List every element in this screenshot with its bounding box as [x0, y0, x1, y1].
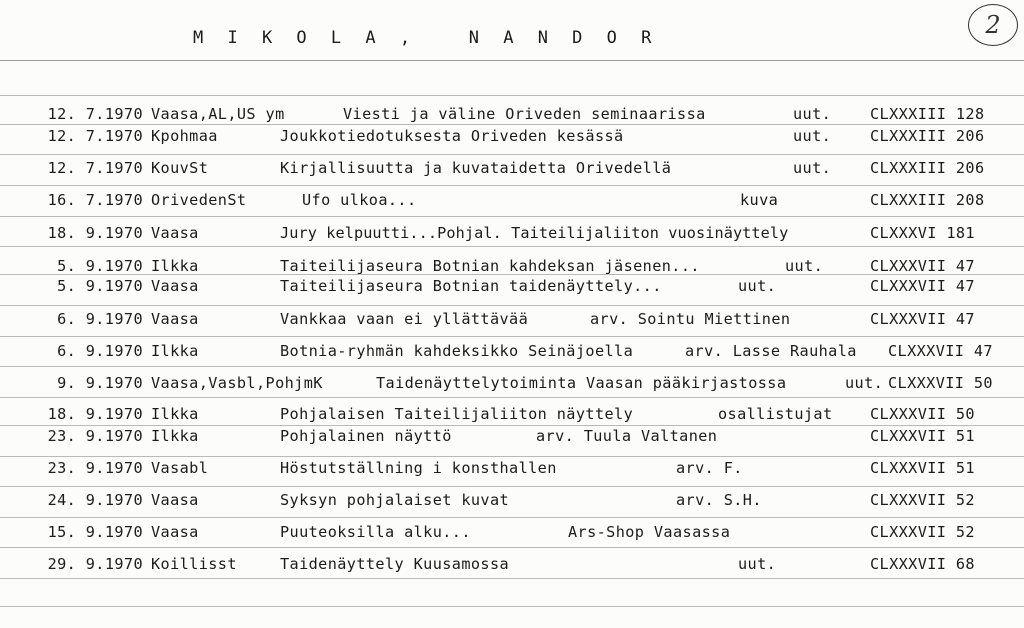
entry-ref: CLXXXVII 52	[870, 523, 975, 541]
entry-row	[0, 105, 1024, 123]
ruled-line	[0, 185, 1024, 186]
entry-ref: CLXXXVII 50	[870, 405, 975, 423]
entry-note: uut.	[785, 257, 824, 275]
entry-row	[0, 523, 1024, 541]
entry-row	[0, 257, 1024, 275]
entry-row	[0, 159, 1024, 177]
entry-source: Vaasa,Vasbl,PohjmK	[151, 374, 323, 392]
ruled-line	[0, 578, 1024, 579]
entry-note: uut.	[793, 105, 832, 123]
ruled-line	[0, 366, 1024, 367]
entry-source: OrivedenSt	[151, 191, 247, 209]
entry-row	[0, 374, 1024, 392]
entry-row	[0, 191, 1024, 209]
entry-ref: CLXXXVII 47	[870, 310, 975, 328]
ruled-line	[0, 517, 1024, 518]
entry-row	[0, 491, 1024, 509]
entry-title: Taiteilijaseura Botnian taidenäyttely...	[280, 277, 662, 295]
entry-ref: CLXXXIII 128	[870, 105, 985, 123]
entry-date: 23. 9.1970	[47, 427, 143, 445]
entry-title: Pohjalainen näyttö	[280, 427, 452, 445]
ruled-line	[0, 216, 1024, 217]
entry-note: kuva	[740, 191, 779, 209]
entry-date: 6. 9.1970	[57, 310, 143, 328]
entry-source: Vaasa	[151, 491, 199, 509]
ruled-line	[0, 547, 1024, 548]
entry-title: Puuteoksilla alku...	[280, 523, 471, 541]
entry-ref: CLXXXVII 50	[888, 374, 993, 392]
entry-note: uut.	[793, 127, 832, 145]
entry-source: Ilkka	[151, 405, 199, 423]
ruled-line	[0, 336, 1024, 337]
ruled-line	[0, 305, 1024, 306]
entry-title: Ufo ulkoa...	[302, 191, 417, 209]
entry-date: 5. 9.1970	[57, 257, 143, 275]
entry-note: uut.	[738, 555, 777, 573]
entry-title: Pohjalaisen Taiteilijaliiton näyttely	[280, 405, 634, 423]
entry-date: 12. 7.1970	[47, 159, 143, 177]
entry-title: Vankkaa vaan ei yllättävää	[280, 310, 529, 328]
entry-source: Vaasa	[151, 310, 199, 328]
card-number-badge: 2	[968, 4, 1018, 46]
entry-note: arv. S.H.	[676, 491, 762, 509]
entry-ref: CLXXXVII 47	[870, 277, 975, 295]
entry-title: Viesti ja väline Oriveden seminaarissa	[343, 105, 706, 123]
entry-ref: CLXXXIII 208	[870, 191, 985, 209]
ruled-line	[0, 95, 1024, 96]
entry-note: osallistujat	[718, 405, 833, 423]
entry-date: 23. 9.1970	[47, 459, 143, 477]
entry-date: 18. 9.1970	[47, 405, 143, 423]
ruled-line	[0, 246, 1024, 247]
entry-ref: CLXXXIII 206	[870, 127, 985, 145]
ruled-line	[0, 397, 1024, 398]
entry-title: Höstutställning i konsthallen	[280, 459, 557, 477]
entry-source: KouvSt	[151, 159, 209, 177]
entry-title: Jury kelpuutti...Pohjal. Taiteilijaliiton vuosinäyttely	[280, 224, 789, 242]
entry-title: Taidenäyttely Kuusamossa	[280, 555, 510, 573]
entry-date: 16. 7.1970	[47, 191, 143, 209]
entry-date: 29. 9.1970	[47, 555, 143, 573]
entry-ref: CLXXXIII 206	[870, 159, 985, 177]
entry-source: Vaasa	[151, 277, 199, 295]
ruled-line	[0, 154, 1024, 155]
entry-title: Botnia-ryhmän kahdeksikko Seinäjoella	[280, 342, 634, 360]
entry-row	[0, 405, 1024, 423]
entry-ref: CLXXXVI 181	[870, 224, 975, 242]
ruled-line	[0, 456, 1024, 457]
entry-ref: CLXXXVII 52	[870, 491, 975, 509]
entry-row	[0, 277, 1024, 295]
entry-note: arv. Sointu Miettinen	[590, 310, 791, 328]
entry-note: Ars-Shop Vaasassa	[568, 523, 731, 541]
entry-date: 15. 9.1970	[47, 523, 143, 541]
entry-row	[0, 459, 1024, 477]
entry-date: 6. 9.1970	[57, 342, 143, 360]
entry-note: uut.	[793, 159, 832, 177]
ruled-line	[0, 486, 1024, 487]
entry-note: arv. Tuula Valtanen	[536, 427, 718, 445]
entry-row	[0, 127, 1024, 145]
entry-ref: CLXXXVII 47	[870, 257, 975, 275]
entry-source: Kpohmaa	[151, 127, 218, 145]
entry-ref: CLXXXVII 51	[870, 459, 975, 477]
entry-date: 12. 7.1970	[47, 127, 143, 145]
entry-source: Vasabl	[151, 459, 209, 477]
entry-title: Joukkotiedotuksesta Oriveden kesässä	[280, 127, 624, 145]
entry-row	[0, 555, 1024, 573]
entry-source: Ilkka	[151, 427, 199, 445]
entry-row	[0, 310, 1024, 328]
entry-ref: CLXXXVII 68	[870, 555, 975, 573]
entry-source: Koillisst	[151, 555, 237, 573]
entry-ref: CLXXXVII 47	[888, 342, 993, 360]
entry-row	[0, 427, 1024, 445]
ruled-line	[0, 425, 1024, 426]
entry-date: 18. 9.1970	[47, 224, 143, 242]
entry-title: Taiteilijaseura Botnian kahdeksan jäsenen...	[280, 257, 700, 275]
entry-date: 24. 9.1970	[47, 491, 143, 509]
entry-note: uut.	[738, 277, 777, 295]
entry-date: 5. 9.1970	[57, 277, 143, 295]
entry-title: Syksyn pohjalaiset kuvat	[280, 491, 510, 509]
card-title: M I K O L A , N A N D O R	[193, 28, 659, 48]
entry-note: arv. F.	[676, 459, 743, 477]
entry-note: arv. Lasse Rauhala	[685, 342, 857, 360]
entry-row	[0, 342, 1024, 360]
entry-source: Vaasa,AL,US ym	[151, 105, 285, 123]
entry-source: Ilkka	[151, 342, 199, 360]
entry-date: 12. 7.1970	[47, 105, 143, 123]
entry-source: Ilkka	[151, 257, 199, 275]
ruled-line	[0, 606, 1024, 607]
header-rule	[0, 60, 1024, 61]
entry-title: Kirjallisuutta ja kuvataidetta Orivedellä	[280, 159, 672, 177]
entry-note: uut.	[845, 374, 884, 392]
entry-source: Vaasa	[151, 224, 199, 242]
entry-title: Taidenäyttelytoiminta Vaasan pääkirjastossa	[376, 374, 787, 392]
ruled-line	[0, 124, 1024, 125]
entry-date: 9. 9.1970	[57, 374, 143, 392]
entry-source: Vaasa	[151, 523, 199, 541]
entry-row	[0, 224, 1024, 242]
entry-ref: CLXXXVII 51	[870, 427, 975, 445]
